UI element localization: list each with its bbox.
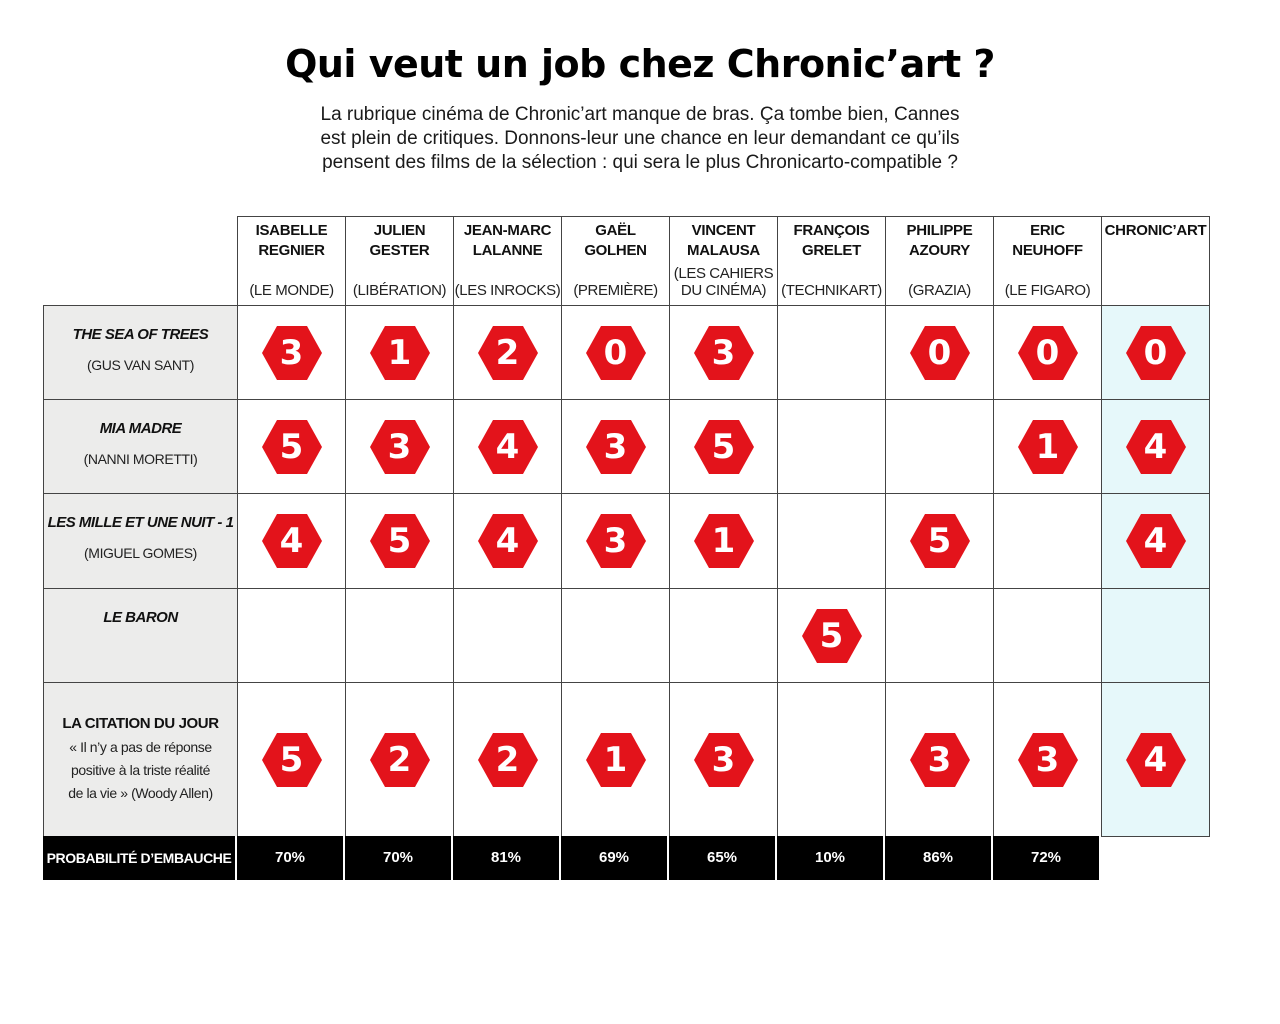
score-cell bbox=[345, 493, 454, 589]
score-cell bbox=[237, 493, 346, 589]
critic-name-line: AZOURY bbox=[909, 242, 970, 259]
score-cell bbox=[777, 493, 886, 589]
rating-value: 1 bbox=[603, 739, 628, 780]
rating-value: 2 bbox=[387, 739, 412, 780]
score-cell bbox=[345, 399, 454, 494]
critic-outlet-line: (LES CAHIERS bbox=[673, 265, 774, 282]
score-cell bbox=[993, 305, 1102, 400]
hiring-probability-value: 81% bbox=[453, 836, 561, 880]
film-label bbox=[43, 682, 238, 837]
rating-hexagon bbox=[261, 325, 323, 381]
critic-name-line: GRELET bbox=[801, 242, 862, 259]
score-cell bbox=[1101, 588, 1210, 683]
critic-name bbox=[670, 221, 777, 261]
critic-name bbox=[1102, 221, 1209, 241]
rating-hexagon bbox=[909, 732, 971, 788]
hiring-probability-value: 65% bbox=[669, 836, 777, 880]
rating-hexagon bbox=[477, 732, 539, 788]
score-cell bbox=[453, 399, 562, 494]
rating-value: 4 bbox=[1143, 739, 1168, 780]
score-cell bbox=[561, 399, 670, 494]
score-cell bbox=[993, 588, 1102, 683]
critic-outlet bbox=[346, 282, 453, 299]
critic-outlet-line: DU CINÉMA) bbox=[680, 282, 767, 299]
score-cell bbox=[237, 588, 346, 683]
critic-name-line: JEAN-MARC bbox=[463, 222, 552, 239]
critic-name-line: GOLHEN bbox=[584, 242, 647, 259]
score-cell bbox=[453, 493, 562, 589]
rating-hexagon bbox=[477, 513, 539, 569]
critic-name bbox=[346, 221, 453, 261]
rating-hexagon bbox=[909, 513, 971, 569]
rating-value: 0 bbox=[603, 332, 628, 373]
hiring-probability-value: 86% bbox=[885, 836, 993, 880]
critic-header bbox=[777, 216, 886, 306]
film-title: THE SEA OF TREES bbox=[72, 326, 209, 343]
score-cell bbox=[885, 305, 994, 400]
critic-outlet-line: (PREMIÈRE) bbox=[573, 282, 658, 299]
critic-name-line: GAËL bbox=[595, 222, 636, 239]
rating-value: 4 bbox=[1143, 521, 1168, 561]
critic-header bbox=[669, 216, 778, 306]
critic-outlet bbox=[238, 282, 345, 299]
critic-outlet bbox=[454, 282, 561, 299]
score-cell bbox=[345, 305, 454, 400]
score-cell bbox=[777, 682, 886, 837]
critic-name-line: NEUHOFF bbox=[1012, 242, 1083, 259]
rating-value: 0 bbox=[927, 332, 952, 373]
critic-header bbox=[453, 216, 562, 306]
critic-outlet-line: (TECHNIKART) bbox=[781, 282, 882, 299]
rating-value: 3 bbox=[279, 332, 304, 373]
critic-name bbox=[562, 221, 669, 261]
critic-outlet bbox=[670, 265, 777, 299]
critic-name-line: REGNIER bbox=[258, 242, 325, 259]
critic-outlet-line: (LES INROCKS) bbox=[454, 282, 561, 299]
intro-line: est plein de critiques. Donnons-leur une chance en leur demandant ce qu’ils bbox=[320, 128, 960, 149]
score-cell bbox=[345, 588, 454, 683]
score-cell bbox=[885, 493, 994, 589]
rating-hexagon bbox=[693, 419, 755, 475]
critic-name-line: MALAUSA bbox=[687, 242, 760, 259]
rating-hexagon bbox=[261, 513, 323, 569]
critic-name-line: GESTER bbox=[369, 242, 430, 259]
rating-value: 5 bbox=[711, 426, 736, 467]
rating-value: 4 bbox=[279, 521, 304, 561]
hiring-probability-value: 70% bbox=[237, 836, 345, 880]
score-cell bbox=[453, 682, 562, 837]
rating-value: 4 bbox=[1143, 426, 1168, 467]
rating-value: 5 bbox=[279, 426, 304, 467]
critic-outlet bbox=[778, 282, 885, 299]
rating-hexagon bbox=[1017, 419, 1079, 475]
rating-value: 3 bbox=[1035, 739, 1060, 780]
rating-value: 1 bbox=[387, 332, 412, 373]
score-cell bbox=[561, 305, 670, 400]
rating-value: 0 bbox=[1143, 332, 1168, 373]
film-title: LES MILLE ET UNE NUIT - 1 bbox=[47, 514, 234, 531]
score-cell bbox=[1101, 399, 1210, 494]
critic-name bbox=[454, 221, 561, 261]
score-cell bbox=[885, 588, 994, 683]
critic-name bbox=[238, 221, 345, 261]
score-cell bbox=[669, 588, 778, 683]
film-director: (NANNI MORETTI) bbox=[83, 451, 198, 467]
rating-value: 1 bbox=[711, 521, 736, 561]
score-cell bbox=[561, 493, 670, 589]
critic-outlet-line: (GRAZIA) bbox=[908, 282, 971, 299]
score-cell bbox=[885, 682, 994, 837]
score-cell bbox=[885, 399, 994, 494]
film-label bbox=[43, 305, 238, 400]
rating-value: 3 bbox=[711, 332, 736, 373]
hiring-probability-value: 10% bbox=[777, 836, 885, 880]
hiring-probability-value: 72% bbox=[993, 836, 1101, 880]
rating-hexagon bbox=[261, 732, 323, 788]
critic-name-line: VINCENT bbox=[691, 222, 756, 239]
critic-header bbox=[1101, 216, 1210, 306]
critic-header bbox=[237, 216, 346, 306]
critic-header bbox=[993, 216, 1102, 306]
film-director: (GUS VAN SANT) bbox=[87, 357, 194, 373]
score-cell bbox=[453, 305, 562, 400]
critic-outlet-line: (LE MONDE) bbox=[249, 282, 334, 299]
score-cell bbox=[237, 682, 346, 837]
rating-hexagon bbox=[693, 325, 755, 381]
quote-title: LA CITATION DU JOUR bbox=[62, 715, 219, 732]
critic-name-line: ERIC bbox=[1030, 222, 1065, 239]
score-cell bbox=[669, 682, 778, 837]
critic-name-line: PHILIPPE bbox=[906, 222, 973, 239]
rating-value: 5 bbox=[819, 615, 844, 656]
critic-name bbox=[886, 221, 993, 261]
rating-value: 3 bbox=[603, 426, 628, 467]
film-label bbox=[43, 493, 238, 589]
film-director: (MIGUEL GOMES) bbox=[84, 545, 197, 561]
score-cell bbox=[1101, 682, 1210, 837]
critic-name-line: LALANNE bbox=[472, 242, 543, 259]
score-cell bbox=[777, 305, 886, 400]
score-cell bbox=[993, 399, 1102, 494]
rating-hexagon bbox=[369, 732, 431, 788]
score-cell bbox=[669, 493, 778, 589]
rating-hexagon bbox=[693, 732, 755, 788]
critic-name bbox=[994, 221, 1101, 261]
critic-outlet bbox=[886, 282, 993, 299]
rating-hexagon bbox=[585, 325, 647, 381]
rating-value: 4 bbox=[495, 521, 520, 561]
critic-outlet-line: (LIBÉRATION) bbox=[352, 282, 447, 299]
score-cell bbox=[669, 305, 778, 400]
rating-value: 3 bbox=[711, 739, 736, 780]
critic-outlet bbox=[562, 282, 669, 299]
rating-value: 4 bbox=[495, 426, 520, 467]
rating-hexagon bbox=[585, 732, 647, 788]
rating-hexagon bbox=[477, 325, 539, 381]
critic-header bbox=[345, 216, 454, 306]
critic-header bbox=[885, 216, 994, 306]
critic-name bbox=[778, 221, 885, 261]
quote-text: « Il n’y a pas de réponse positive à la triste réalité de la vie » (Woody Allen) bbox=[68, 739, 213, 801]
rating-hexagon bbox=[261, 419, 323, 475]
critic-name-line: JULIEN bbox=[373, 222, 426, 239]
rating-hexagon bbox=[1125, 325, 1187, 381]
rating-value: 1 bbox=[1035, 426, 1060, 467]
rating-value: 3 bbox=[927, 739, 952, 780]
critic-outlet bbox=[994, 282, 1101, 299]
score-cell bbox=[237, 305, 346, 400]
rating-value: 5 bbox=[387, 521, 412, 561]
hiring-probability-label: PROBABILITÉ D’EMBAUCHE bbox=[43, 836, 237, 880]
score-cell bbox=[993, 493, 1102, 589]
score-cell bbox=[777, 588, 886, 683]
critic-header bbox=[561, 216, 670, 306]
rating-value: 5 bbox=[927, 521, 952, 561]
rating-hexagon bbox=[369, 419, 431, 475]
page-title: Qui veut un job chez Chronic’art ? bbox=[285, 42, 995, 86]
critic-name-line: FRANÇOIS bbox=[793, 222, 870, 239]
score-cell bbox=[993, 682, 1102, 837]
score-cell bbox=[777, 399, 886, 494]
score-cell bbox=[237, 399, 346, 494]
critic-name-line: CHRONIC’ART bbox=[1104, 222, 1207, 239]
rating-hexagon bbox=[1125, 732, 1187, 788]
film-title: MIA MADRE bbox=[99, 420, 182, 437]
rating-hexagon bbox=[585, 419, 647, 475]
rating-hexagon bbox=[369, 513, 431, 569]
rating-hexagon bbox=[477, 419, 539, 475]
rating-hexagon bbox=[1017, 325, 1079, 381]
rating-hexagon bbox=[909, 325, 971, 381]
score-cell bbox=[561, 682, 670, 837]
intro-line: La rubrique cinéma de Chronic’art manque de bras. Ça tombe bien, Cannes bbox=[320, 104, 960, 125]
score-cell bbox=[561, 588, 670, 683]
rating-hexagon bbox=[369, 325, 431, 381]
score-cell bbox=[1101, 305, 1210, 400]
critic-outlet-line: (LE FIGARO) bbox=[1004, 282, 1091, 299]
film-label bbox=[43, 399, 238, 494]
critic-name-line: ISABELLE bbox=[255, 222, 328, 239]
score-cell bbox=[453, 588, 562, 683]
hiring-probability-value: 70% bbox=[345, 836, 453, 880]
hiring-probability-value: 69% bbox=[561, 836, 669, 880]
rating-hexagon bbox=[1125, 419, 1187, 475]
rating-hexagon bbox=[801, 608, 863, 664]
rating-hexagon bbox=[585, 513, 647, 569]
film-label bbox=[43, 588, 238, 683]
score-cell bbox=[345, 682, 454, 837]
score-cell bbox=[669, 399, 778, 494]
rating-value: 3 bbox=[603, 521, 628, 561]
rating-value: 2 bbox=[495, 739, 520, 780]
intro-line: pensent des films de la sélection : qui sera le plus Chronicarto-compatible ? bbox=[322, 152, 958, 173]
rating-value: 0 bbox=[1035, 332, 1060, 373]
film-title: LE BARON bbox=[103, 609, 178, 626]
rating-hexagon bbox=[1017, 732, 1079, 788]
rating-value: 5 bbox=[279, 739, 304, 780]
rating-hexagon bbox=[1125, 513, 1187, 569]
rating-value: 3 bbox=[387, 426, 412, 467]
score-cell bbox=[1101, 493, 1210, 589]
rating-hexagon bbox=[693, 513, 755, 569]
rating-value: 2 bbox=[495, 332, 520, 373]
